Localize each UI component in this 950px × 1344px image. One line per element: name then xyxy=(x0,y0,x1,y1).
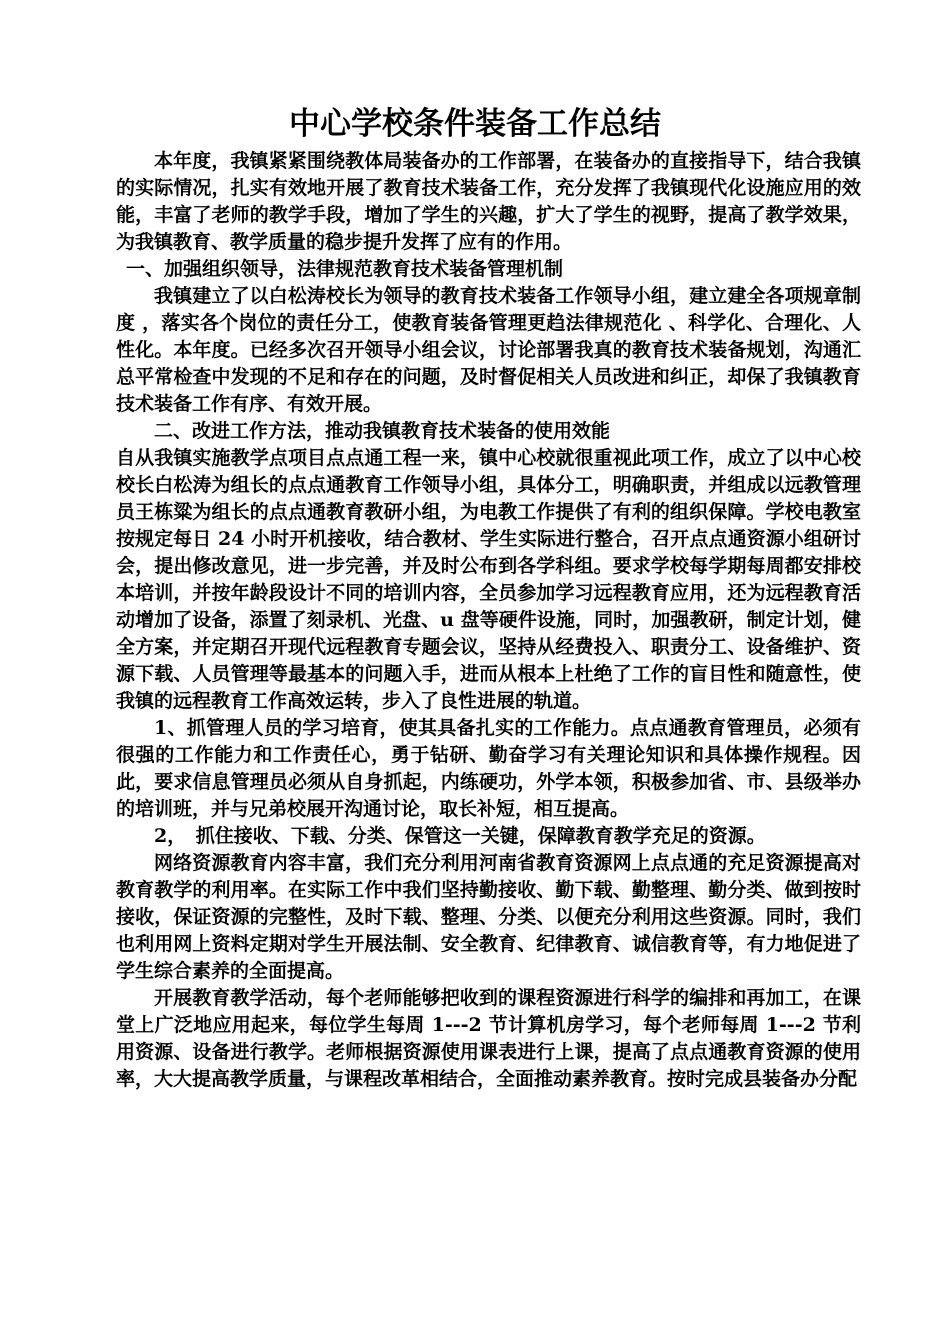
paragraph-network-resources: 网络资源教育内容丰富，我们充分利用河南省教育资源网上点点通的充足资源提高对教育教学的利用率。在实际工作中我们坚持勤接收、勤下载、勤整理、勤分类、做到按时接收，保证资源的完整性，及时下载、整理、分类、以便充分利用这些资源。同时，我们也利用网上资料定期对学生开展法制、安全教育、纪律教育、诚信教育等，有力地促进了学生综合素养的全面提高。 xyxy=(116,852,861,982)
paragraph-organization: 我镇建立了以白松涛校长为领导的教育技术装备工作领导小组，建立建全各项规章制度 ，落实各个岗位的责任分工，使教育装备管理更趋法律规范化 、科学化、合理化、人性化。本年度。已经多次召开领导小组会议，讨论部署我真的教育技术装备规划，沟通汇总平常检查中发现的不足和存在的问题，及时督促相关人员改进和纠正，却保了我镇教育技术装备工作有序、有效开展。 xyxy=(116,285,861,415)
paragraph-remote-education: 自从我镇实施教学点项目点点通工程一来，镇中心校就很重视此项工作，成立了以中心校校长白松涛为组长的点点通教育工作领导小组，具体分工，明确职责，并组成以远教管理员王栋粱为组长的点点通教育教研小组，为电教工作提供了有利的组织保障。学校电教室按规定每日 24 小时开机接收，结合教材、学生实际进行整合，召开点点通资源小组研讨会，提出修改意见，进一步完善，并及时公布到各学科组。要求学校每学期每周都安排校本培训，并按年龄段设计不同的培训内容，全员参加学习远程教育应用，还为远程教育活动增加了设备，添置了刻录机、光盘、u 盘等硬件设施，同时，加强教研，制定计划，健全方案，并定期召开现代远程教育专题会议，坚持从经费投入、职责分工、设备维护、资源下载、人员管理等最基本的问题入手，进而从根本上杜绝了工作的盲目性和随意性，使我镇的远程教育工作高效运转，步入了良性进展的轨道。 xyxy=(116,447,861,712)
paragraph-teaching-activities: 开展教育教学活动，每个老师能够把收到的课程资源进行科学的编排和再加工，在课堂上广泛地应用起来，每位学生每周 1---2 节计算机房学习，每个老师每周 1---2 节利用资源、设备进行教学。老师根据资源使用课表进行上课，提高了点点通教育资源的使用率，大大提高教学质量，与课程改革相结合，全面推动素养教育。按时完成县装备办分配 xyxy=(116,987,861,1090)
section-heading-1: 一、加强组织领导，法律规范教育技术装备管理机制 xyxy=(126,258,564,280)
paragraph-intro: 本年度，我镇紧紧围绕教体局装备办的工作部署，在装备办的直接指导下，结合我镇的实际情况，扎实有效地开展了教育技术装备工作，充分发挥了我镇现代化设施应用的效能，丰富了老师的教学手段，增加了学生的兴趣，扩大了学生的视野，提高了教学效果，为我镇教育、教学质量的稳步提升发挥了应有的作用。 xyxy=(116,150,861,253)
section-heading-2: 二、改进工作方法，推动我镇教育技术装备的使用效能 xyxy=(154,420,611,442)
paragraph-point-2: 2， 抓住接收、下载、分类、保管这一关键，保障教育教学充足的资源。 xyxy=(154,825,766,847)
document-body xyxy=(116,148,861,1093)
document-title: 中心学校条件装备工作总结 xyxy=(289,106,661,142)
paragraph-point-1: 1、抓管理人员的学习培育，使其具备扎实的工作能力。点点通教育管理员，必须有很强的工作能力和工作责任心，勇于钻研、勤奋学习有关理论知识和具体操作规程。因此，要求信息管理员必须从自身抓起，内练硬功，外学本领，积极参加省、市、县级举办的培训班，并与兄弟校展开沟通讨论，取长补短，相互提高。 xyxy=(116,717,861,820)
